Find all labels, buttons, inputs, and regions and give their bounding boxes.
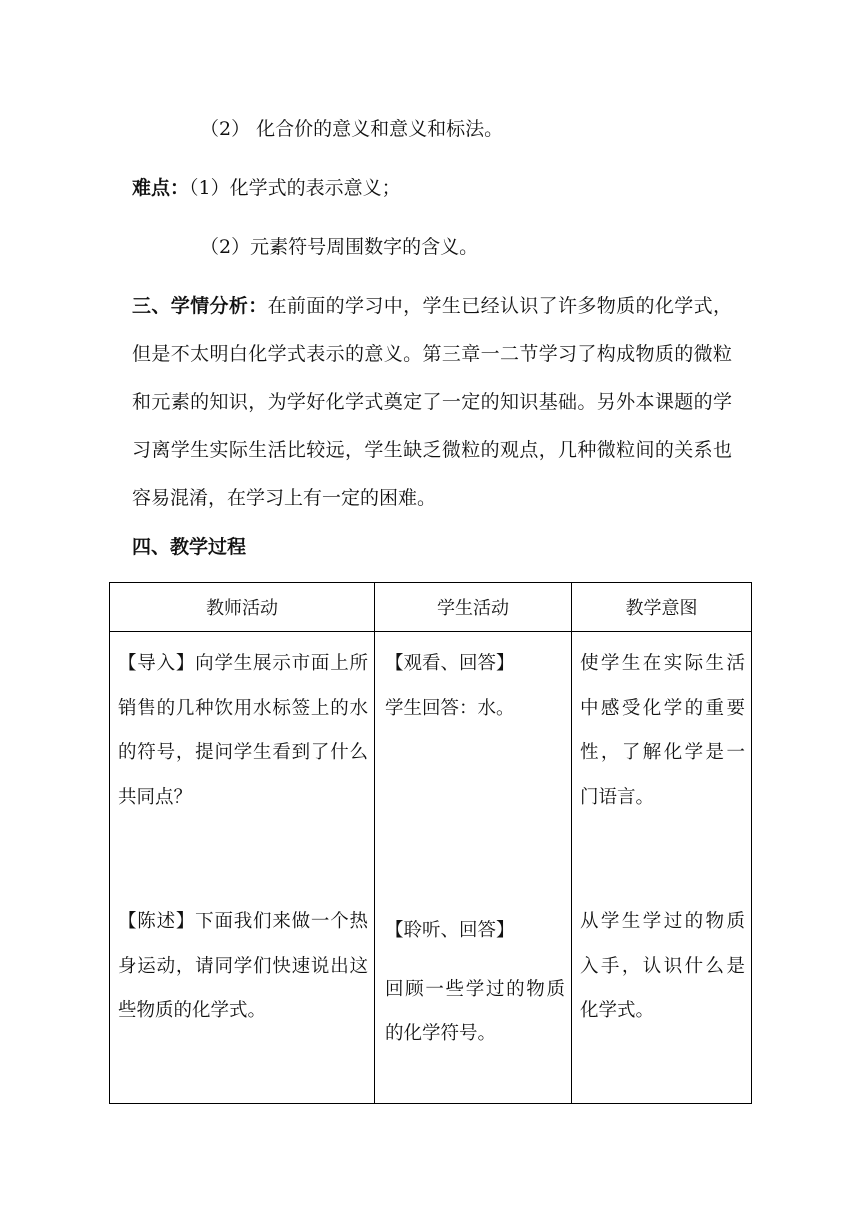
student-analysis-paragraph (132, 282, 732, 522)
table-row (110, 632, 752, 1104)
difficulty-item-1: （1）化学式的表示意义； (189, 177, 401, 199)
header-student-activity: 学生活动 (375, 583, 572, 632)
difficulty-label: 难点： (132, 177, 190, 199)
intent-block-1: 使学生在实际生活中感受化学的重要性，了解化学是一门语言。 (580, 653, 745, 808)
teacher-statement-block: 【陈述】下面我们来做一个热身运动，请同学们快速说出这些物质的化学式。 (118, 911, 368, 1021)
student-analysis-text: 在前面的学习中，学生已经认识了许多物质的化学式，但是不太明白化学式表示的意义。第三章一二节学习了构成物质的微粒和元素的知识，为学好化学式奠定了一定的知识基础。另外本课题的学习离学生实际生活比较远，学生缺乏微粒的观点，几种微粒间的关系也容易混淆，在学习上有一定的困难。 (132, 295, 732, 509)
teaching-intent-cell (572, 632, 752, 1104)
key-point-2: （2） 化合价的意义和意义和标法。 (200, 118, 504, 140)
student-listen-title: 【聆听、回答】 (385, 920, 515, 941)
header-teacher-activity: 教师活动 (110, 583, 375, 632)
student-analysis-heading: 三、学情分析： (132, 295, 268, 317)
student-observe-title: 【观看、回答】 (385, 653, 515, 674)
teacher-activity-cell (110, 632, 375, 1104)
teaching-process-table (109, 582, 752, 1104)
intent-block-2: 从学生学过的物质入手，认识什么是化学式。 (580, 911, 745, 1021)
difficulty-row-1 (132, 176, 401, 200)
teacher-intro-block: 【导入】向学生展示市面上所销售的几种饮用水标签上的水的符号，提问学生看到了什么共同点？ (118, 653, 368, 808)
student-listen-text: 回顾一些学过的物质的化学符号。 (385, 978, 565, 1044)
teaching-process-heading: 四、教学过程 (132, 536, 247, 558)
difficulty-item-2: （2）元素符号周围数字的含义。 (200, 236, 479, 258)
student-activity-cell (375, 632, 572, 1104)
header-teaching-intent: 教学意图 (572, 583, 752, 632)
student-observe-text: 学生回答：水。 (385, 697, 515, 719)
table-header-row (110, 583, 752, 632)
